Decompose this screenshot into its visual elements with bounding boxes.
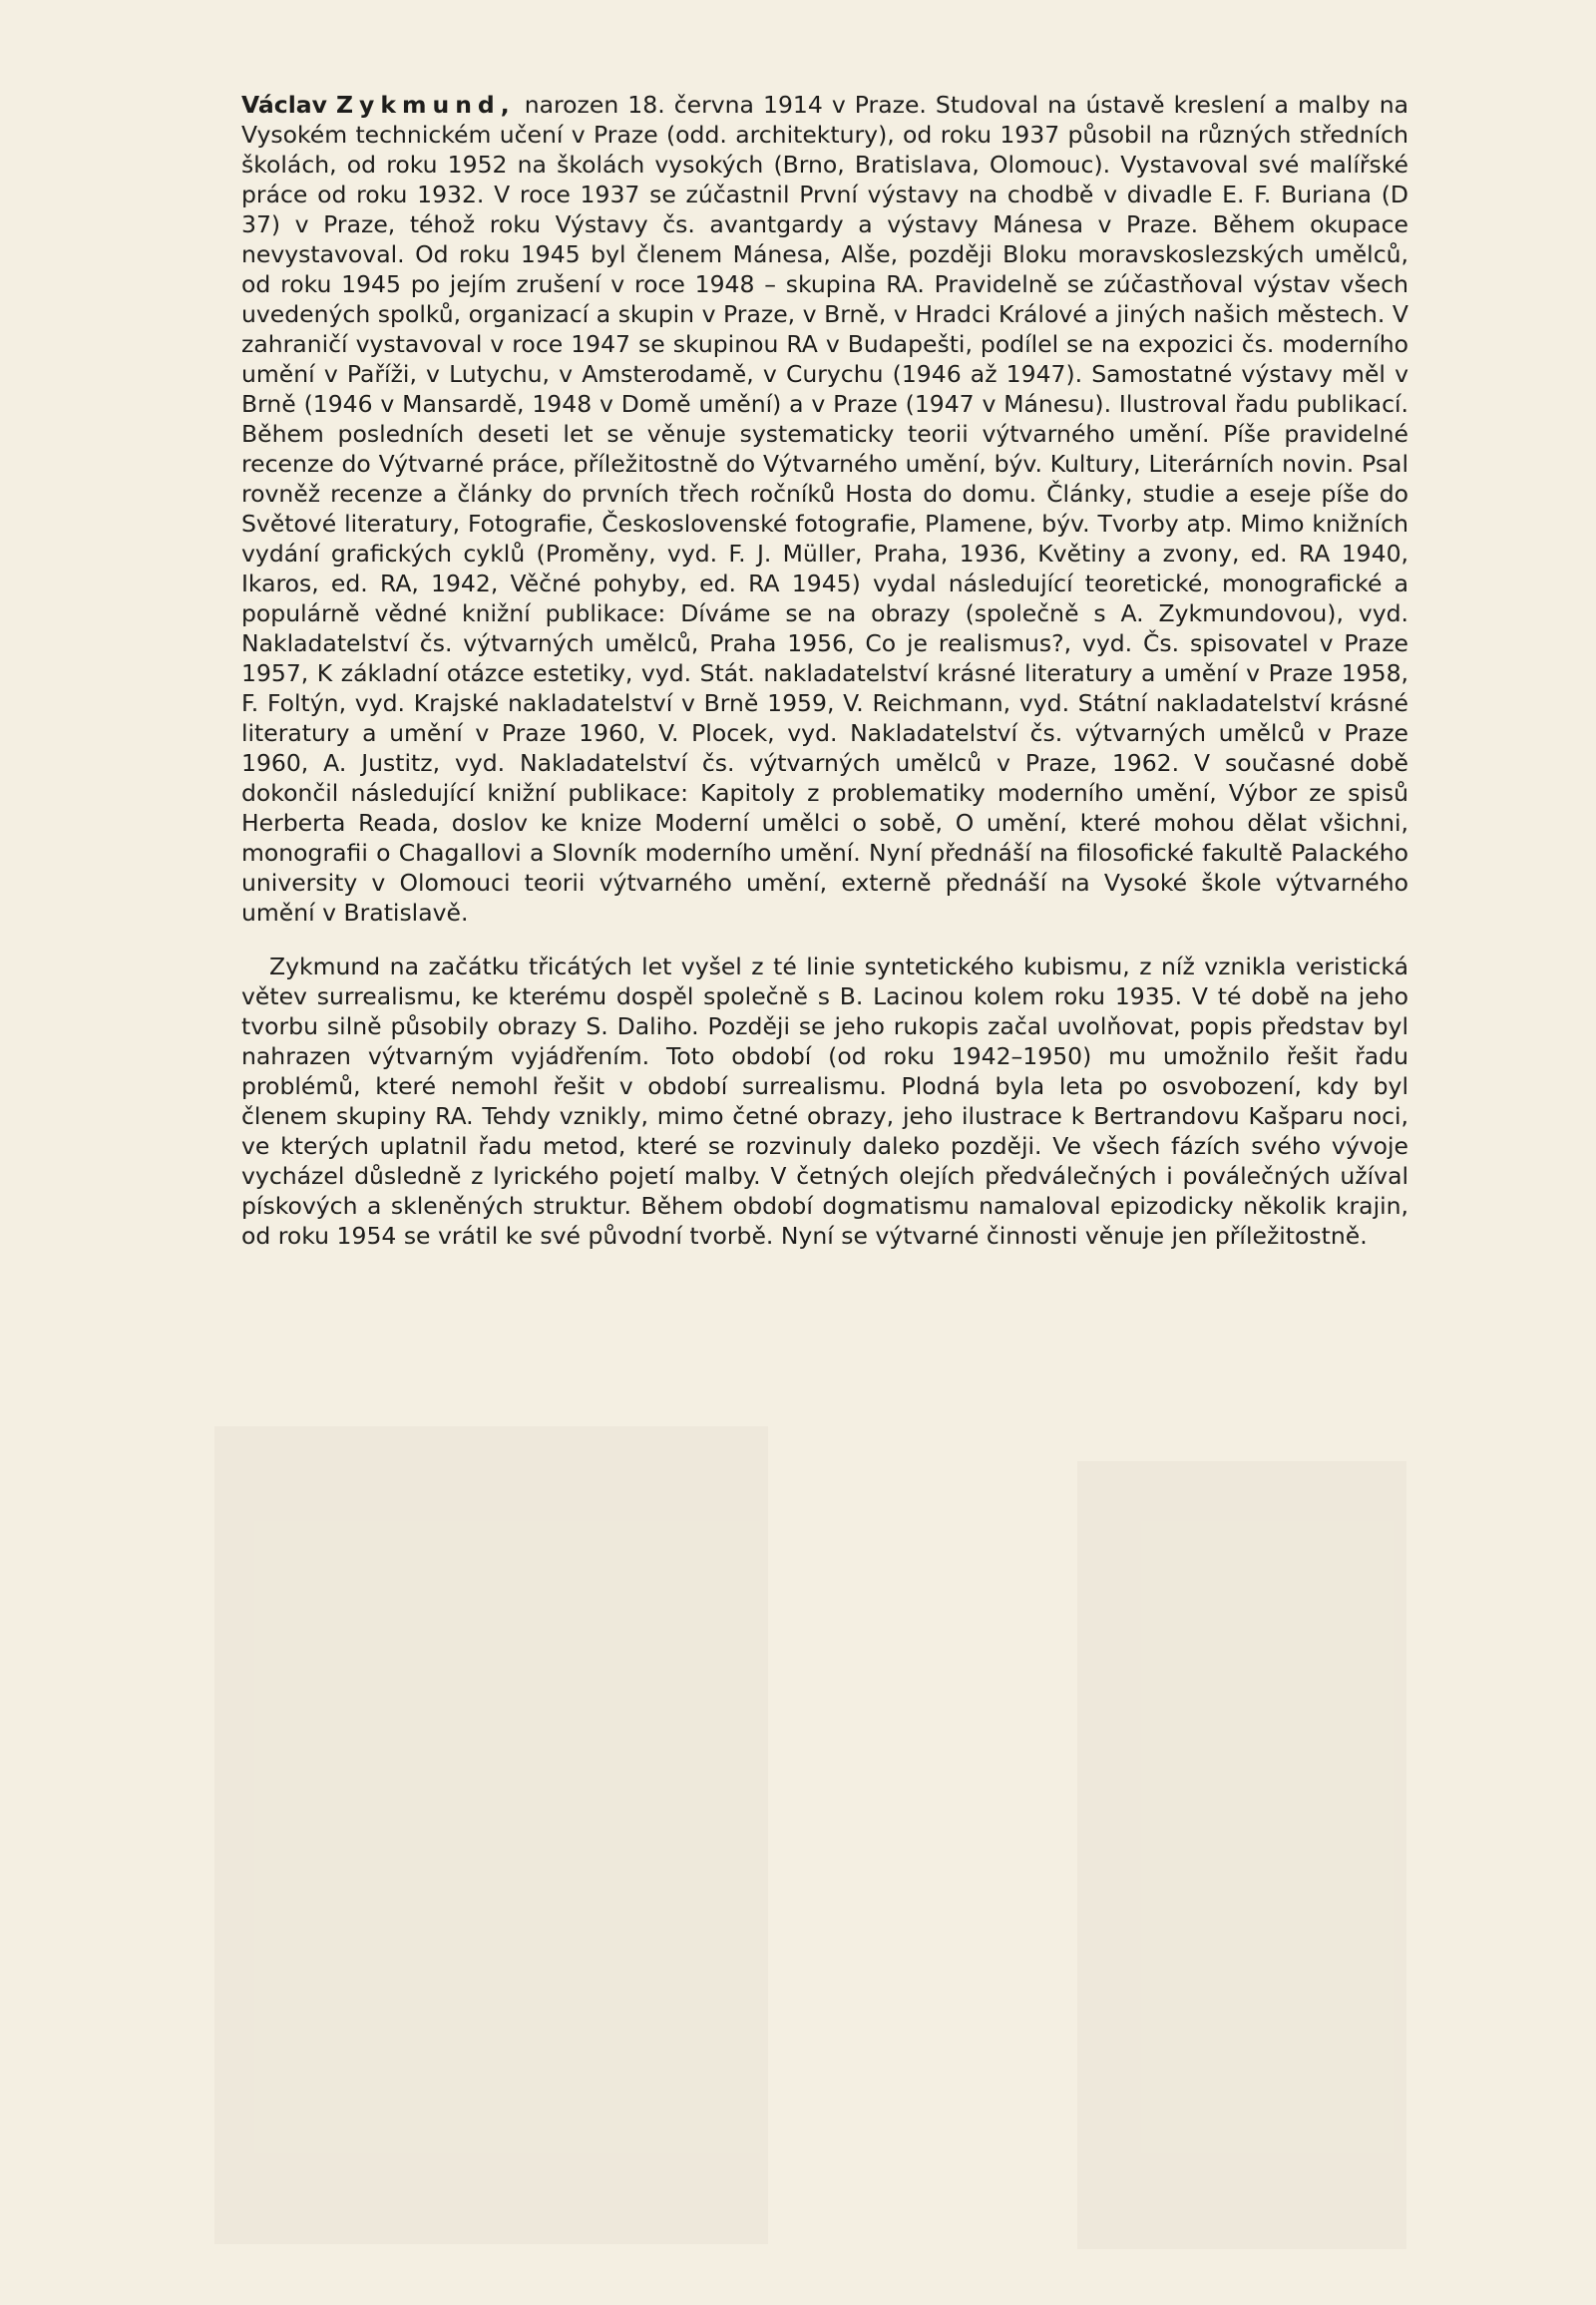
page-show-through [214, 1426, 768, 2244]
author-surname: Zykmund, [335, 91, 516, 119]
biography-text: narozen 18. června 1914 v Praze. Studoval na ústavě kreslení a malby na Vysokém technickém učení v Praze (odd. architektury), od roku 1937 působil na různých středních školách, od roku 1952 na školách vysokých (Brno, Bratislava, Olomouc). Vystavoval své malířské práce od roku 1932. V roce 1937 se zúčastnil První výstavy na chodbě v divadle E. F. Buriana (D 37) v Praze, téhož roku Výstavy čs. avantgardy a výstavy Mánesa v Praze. Během okupace nevystavoval. Od roku 1945 byl členem Mánesa, Alše, později Bloku moravskoslezských umělců, od roku 1945 po jejím zrušení v roce 1948 – skupina RA. Pravidelně se zúčastňoval výstav všech uvedených spolků, organizací a skupin v Praze, v Brně, v Hradci Králové a jiných našich městech. V zahraničí vystavoval v roce 1947 se skupinou RA v Budapešti, podílel se na expozici čs. moderního umění v Paříži, v Lutychu, v Amsterodamě, v Curychu (1946 až 1947). Samostatné výstavy měl v Brně (1946 v Mansardě, 1948 v Domě umění) a v Praze (1947 v Mánesu). Ilustroval řadu publikací. Během posledních deseti let se věnuje systematicky teorii výtvarného umění. Píše pravidelné recenze do Výtvarné práce, příležitostně do Výtvarného umění, býv. Kultury, Literárních novin. Psal rovněž recenze a články do prvních třech ročníků Hosta do domu. Články, studie a eseje píše do Světové literatury, Fotografie, Československé fotografie, Plamene, býv. Tvorby atp. Mimo knižních vydání grafických cyklů (Proměny, vyd. F. J. Müller, Praha, 1936, Květiny a zvony, ed. RA 1940, Ikaros, ed. RA, 1942, Věčné pohyby, ed. RA 1945) vydal následující teoretické, monografické a populárně vědné knižní publikace: Díváme se na obrazy (společně s A. Zykmundovou), vyd. Nakladatelství čs. výtvarných umělců, Praha 1956, Co je realismus?, vyd. Čs. spisovatel v Praze 1957, K základní otázce estetiky, vyd. Stát. nakladatelství krásné literatury a umění v Praze 1958, F. Foltýn, vyd. Krajské nakladatelství v Brně 1959, V. Reichmann, vyd. Státní nakladatelství krásné literatury a umění v Praze 1960, V. Plocek, vyd. Nakladatelství čs. výtvarných umělců v Praze 1960, A. Justitz, vyd. Nakladatelství čs. výtvarných umělců v Praze, 1962. V současné době dokončil následující knižní publikace: Kapitoly z problematiky moderního umění, Výbor ze spisů Herberta Reada, doslov ke knize Moderní umělci o sobě, O umění, které mohou dělat všichni, monografii o Chagallovi a Slovník moderního umění. Nyní přednáší na filosofické fakultě Palackého university v Olomouci teorii výtvarného umění, externě přednáší na Vysoké škole výtvarného umění v Bratislavě. [241, 91, 1408, 927]
biography-paragraph [241, 90, 1408, 928]
author-first-name: Václav [241, 91, 327, 119]
page-show-through [1077, 1461, 1406, 2249]
essay-paragraph: Zykmund na začátku třicátých let vyšel z té linie syntetického kubismu, z níž vznikla veristická větev surrealismu, ke kterému dospěl společně s B. Lacinou kolem roku 1935. V té době na jeho tvorbu silně působily obrazy S. Daliho. Později se jeho rukopis začal uvolňovat, popis představ byl nahrazen výtvarným vyjádřením. Toto období (od roku 1942–1950) mu umožnilo řešit řadu problémů, které nemohl řešit v období surrealismu. Plodná byla leta po osvobození, kdy byl členem skupiny RA. Tehdy vznikly, mimo četné obrazy, jeho ilustrace k Bertrandovu Kašparu noci, ve kterých uplatnil řadu metod, které se rozvinuly daleko později. Ve všech fázích svého vývoje vycházel důsledně z lyrického pojetí malby. V četných olejích předválečných i poválečných užíval pískových a skleněných struktur. Během období dogmatismu namaloval epizodicky několik krajin, od roku 1954 se vrátil ke své původní tvorbě. Nyní se výtvarné činnosti věnuje jen příležitostně. [241, 953, 1408, 1250]
article-text [241, 90, 1408, 1251]
